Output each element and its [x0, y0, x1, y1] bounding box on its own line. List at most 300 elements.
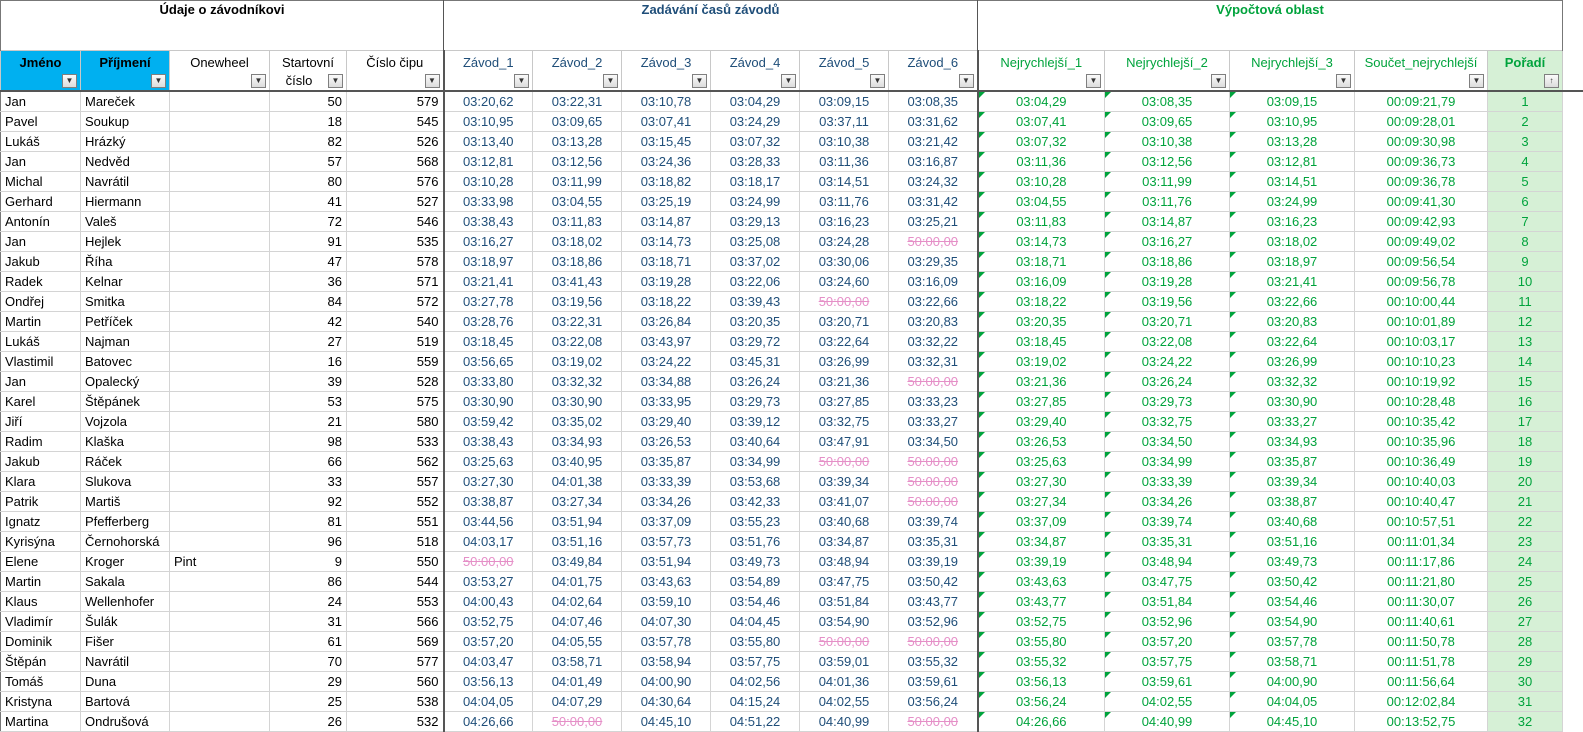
- filter-dropdown-icon[interactable]: ▼: [328, 74, 343, 88]
- cell-nejrychlejsi-3[interactable]: 03:54,46: [1230, 592, 1355, 612]
- cell-zavod-1[interactable]: 03:38,87: [444, 492, 533, 512]
- cell-jmeno[interactable]: Pavel: [1, 112, 81, 132]
- cell-prijmeni[interactable]: Hejlek: [81, 232, 170, 252]
- cell-zavod-4[interactable]: 03:54,46: [711, 592, 800, 612]
- cell-cislo-cipu[interactable]: 571: [347, 272, 444, 292]
- cell-onewheel[interactable]: [170, 192, 270, 212]
- header-startovni-cislo[interactable]: Startovní číslo ▼: [270, 51, 347, 92]
- cell-zavod-6[interactable]: 50:00,00: [889, 472, 978, 492]
- cell-zavod-2[interactable]: 03:13,28: [533, 132, 622, 152]
- cell-zavod-2[interactable]: 03:49,84: [533, 552, 622, 572]
- cell-jmeno[interactable]: Jiří: [1, 412, 81, 432]
- cell-nejrychlejsi-2[interactable]: 03:34,50: [1105, 432, 1230, 452]
- cell-zavod-2[interactable]: 04:05,55: [533, 632, 622, 652]
- cell-zavod-4[interactable]: 04:51,22: [711, 712, 800, 732]
- cell-zavod-5[interactable]: 03:22,64: [800, 332, 889, 352]
- cell-nejrychlejsi-1[interactable]: 03:18,45: [978, 332, 1105, 352]
- cell-soucet[interactable]: 00:10:57,51: [1355, 512, 1488, 532]
- cell-zavod-2[interactable]: 03:34,93: [533, 432, 622, 452]
- cell-prijmeni[interactable]: Vojzola: [81, 412, 170, 432]
- cell-onewheel[interactable]: [170, 672, 270, 692]
- cell-zavod-1[interactable]: 50:00,00: [444, 552, 533, 572]
- cell-prijmeni[interactable]: Bartová: [81, 692, 170, 712]
- cell-zavod-5[interactable]: 03:10,38: [800, 132, 889, 152]
- cell-nejrychlejsi-1[interactable]: 03:16,09: [978, 272, 1105, 292]
- cell-jmeno[interactable]: Martin: [1, 572, 81, 592]
- cell-zavod-3[interactable]: 03:07,41: [622, 112, 711, 132]
- cell-zavod-6[interactable]: 03:52,96: [889, 612, 978, 632]
- cell-zavod-1[interactable]: 03:52,75: [444, 612, 533, 632]
- cell-jmeno[interactable]: Elene: [1, 552, 81, 572]
- cell-prijmeni[interactable]: Hrázký: [81, 132, 170, 152]
- cell-startovni-cislo[interactable]: 66: [270, 452, 347, 472]
- cell-soucet[interactable]: 00:11:56,64: [1355, 672, 1488, 692]
- cell-poradi[interactable]: 6: [1488, 192, 1563, 212]
- cell-nejrychlejsi-3[interactable]: 03:18,97: [1230, 252, 1355, 272]
- cell-zavod-6[interactable]: 03:56,24: [889, 692, 978, 712]
- cell-startovni-cislo[interactable]: 98: [270, 432, 347, 452]
- cell-startovni-cislo[interactable]: 16: [270, 352, 347, 372]
- cell-nejrychlejsi-2[interactable]: 03:59,61: [1105, 672, 1230, 692]
- cell-nejrychlejsi-1[interactable]: 03:55,80: [978, 632, 1105, 652]
- cell-nejrychlejsi-3[interactable]: 03:20,83: [1230, 312, 1355, 332]
- cell-onewheel[interactable]: [170, 312, 270, 332]
- cell-zavod-3[interactable]: 04:30,64: [622, 692, 711, 712]
- cell-zavod-6[interactable]: 03:29,35: [889, 252, 978, 272]
- cell-zavod-2[interactable]: 03:51,94: [533, 512, 622, 532]
- cell-jmeno[interactable]: Vlastimil: [1, 352, 81, 372]
- cell-cislo-cipu[interactable]: 545: [347, 112, 444, 132]
- cell-nejrychlejsi-2[interactable]: 03:20,71: [1105, 312, 1230, 332]
- cell-zavod-6[interactable]: 03:08,35: [889, 91, 978, 112]
- cell-startovni-cislo[interactable]: 36: [270, 272, 347, 292]
- cell-zavod-1[interactable]: 03:38,43: [444, 432, 533, 452]
- cell-nejrychlejsi-2[interactable]: 03:34,26: [1105, 492, 1230, 512]
- cell-zavod-3[interactable]: 03:18,71: [622, 252, 711, 272]
- cell-zavod-4[interactable]: 03:55,23: [711, 512, 800, 532]
- cell-poradi[interactable]: 19: [1488, 452, 1563, 472]
- cell-nejrychlejsi-1[interactable]: 03:27,30: [978, 472, 1105, 492]
- cell-nejrychlejsi-1[interactable]: 03:27,85: [978, 392, 1105, 412]
- cell-zavod-4[interactable]: 03:18,17: [711, 172, 800, 192]
- cell-zavod-2[interactable]: 50:00,00: [533, 712, 622, 732]
- cell-startovni-cislo[interactable]: 25: [270, 692, 347, 712]
- cell-jmeno[interactable]: Martina: [1, 712, 81, 732]
- cell-zavod-1[interactable]: 03:38,43: [444, 212, 533, 232]
- cell-zavod-5[interactable]: 03:40,68: [800, 512, 889, 532]
- cell-zavod-6[interactable]: 03:20,83: [889, 312, 978, 332]
- cell-nejrychlejsi-1[interactable]: 03:27,34: [978, 492, 1105, 512]
- cell-nejrychlejsi-2[interactable]: 03:19,28: [1105, 272, 1230, 292]
- cell-soucet[interactable]: 00:11:30,07: [1355, 592, 1488, 612]
- cell-nejrychlejsi-2[interactable]: 03:29,73: [1105, 392, 1230, 412]
- cell-nejrychlejsi-1[interactable]: 03:25,63: [978, 452, 1105, 472]
- cell-soucet[interactable]: 00:11:51,78: [1355, 652, 1488, 672]
- cell-zavod-5[interactable]: 03:54,90: [800, 612, 889, 632]
- cell-zavod-3[interactable]: 03:43,97: [622, 332, 711, 352]
- header-nejrychlejsi-3[interactable]: Nejrychlejší_3 ▼: [1230, 51, 1355, 92]
- cell-onewheel[interactable]: [170, 392, 270, 412]
- cell-jmeno[interactable]: Jakub: [1, 452, 81, 472]
- cell-jmeno[interactable]: Kyrisýna: [1, 532, 81, 552]
- cell-nejrychlejsi-1[interactable]: 03:56,24: [978, 692, 1105, 712]
- cell-jmeno[interactable]: Jan: [1, 232, 81, 252]
- cell-poradi[interactable]: 15: [1488, 372, 1563, 392]
- cell-zavod-6[interactable]: 03:24,32: [889, 172, 978, 192]
- cell-startovni-cislo[interactable]: 72: [270, 212, 347, 232]
- cell-soucet[interactable]: 00:11:50,78: [1355, 632, 1488, 652]
- cell-prijmeni[interactable]: Štěpánek: [81, 392, 170, 412]
- cell-zavod-1[interactable]: 03:57,20: [444, 632, 533, 652]
- cell-cislo-cipu[interactable]: 532: [347, 712, 444, 732]
- cell-zavod-6[interactable]: 03:22,66: [889, 292, 978, 312]
- cell-zavod-4[interactable]: 04:04,45: [711, 612, 800, 632]
- cell-zavod-5[interactable]: 03:37,11: [800, 112, 889, 132]
- cell-poradi[interactable]: 25: [1488, 572, 1563, 592]
- cell-zavod-3[interactable]: 03:43,63: [622, 572, 711, 592]
- cell-jmeno[interactable]: Jan: [1, 152, 81, 172]
- cell-onewheel[interactable]: [170, 172, 270, 192]
- cell-nejrychlejsi-2[interactable]: 03:09,65: [1105, 112, 1230, 132]
- cell-soucet[interactable]: 00:09:56,78: [1355, 272, 1488, 292]
- cell-startovni-cislo[interactable]: 80: [270, 172, 347, 192]
- cell-zavod-5[interactable]: 03:48,94: [800, 552, 889, 572]
- cell-onewheel[interactable]: [170, 132, 270, 152]
- cell-zavod-4[interactable]: 03:55,80: [711, 632, 800, 652]
- filter-dropdown-icon[interactable]: ▼: [514, 74, 529, 88]
- cell-cislo-cipu[interactable]: 550: [347, 552, 444, 572]
- cell-zavod-5[interactable]: 03:21,36: [800, 372, 889, 392]
- cell-startovni-cislo[interactable]: 70: [270, 652, 347, 672]
- cell-poradi[interactable]: 5: [1488, 172, 1563, 192]
- cell-onewheel[interactable]: Pint: [170, 552, 270, 572]
- cell-startovni-cislo[interactable]: 9: [270, 552, 347, 572]
- cell-cislo-cipu[interactable]: 557: [347, 472, 444, 492]
- cell-zavod-5[interactable]: 03:20,71: [800, 312, 889, 332]
- cell-zavod-6[interactable]: 03:31,62: [889, 112, 978, 132]
- cell-poradi[interactable]: 7: [1488, 212, 1563, 232]
- cell-zavod-4[interactable]: 03:07,32: [711, 132, 800, 152]
- header-cislo-cipu[interactable]: Číslo čipu ▼: [347, 51, 444, 92]
- cell-prijmeni[interactable]: Kroger: [81, 552, 170, 572]
- cell-nejrychlejsi-3[interactable]: 03:51,16: [1230, 532, 1355, 552]
- filter-dropdown-icon[interactable]: ▼: [959, 74, 974, 88]
- cell-cislo-cipu[interactable]: 559: [347, 352, 444, 372]
- cell-nejrychlejsi-3[interactable]: 03:12,81: [1230, 152, 1355, 172]
- cell-zavod-6[interactable]: 03:16,87: [889, 152, 978, 172]
- cell-zavod-1[interactable]: 03:53,27: [444, 572, 533, 592]
- cell-cislo-cipu[interactable]: 552: [347, 492, 444, 512]
- cell-zavod-6[interactable]: 50:00,00: [889, 372, 978, 392]
- cell-poradi[interactable]: 22: [1488, 512, 1563, 532]
- cell-poradi[interactable]: 32: [1488, 712, 1563, 732]
- cell-zavod-3[interactable]: 03:59,10: [622, 592, 711, 612]
- cell-onewheel[interactable]: [170, 252, 270, 272]
- cell-nejrychlejsi-3[interactable]: 03:14,51: [1230, 172, 1355, 192]
- cell-jmeno[interactable]: Radek: [1, 272, 81, 292]
- cell-poradi[interactable]: 21: [1488, 492, 1563, 512]
- cell-soucet[interactable]: 00:11:01,34: [1355, 532, 1488, 552]
- cell-zavod-4[interactable]: 03:45,31: [711, 352, 800, 372]
- filter-dropdown-icon[interactable]: ▼: [1336, 74, 1351, 88]
- cell-nejrychlejsi-3[interactable]: 03:49,73: [1230, 552, 1355, 572]
- cell-nejrychlejsi-1[interactable]: 04:26,66: [978, 712, 1105, 732]
- cell-startovni-cislo[interactable]: 31: [270, 612, 347, 632]
- cell-zavod-5[interactable]: 04:01,36: [800, 672, 889, 692]
- cell-nejrychlejsi-3[interactable]: 03:16,23: [1230, 212, 1355, 232]
- cell-zavod-2[interactable]: 03:40,95: [533, 452, 622, 472]
- cell-startovni-cislo[interactable]: 47: [270, 252, 347, 272]
- cell-prijmeni[interactable]: Valeš: [81, 212, 170, 232]
- cell-zavod-4[interactable]: 03:39,43: [711, 292, 800, 312]
- cell-jmeno[interactable]: Jan: [1, 91, 81, 112]
- cell-zavod-4[interactable]: 03:26,24: [711, 372, 800, 392]
- cell-prijmeni[interactable]: Pfefferberg: [81, 512, 170, 532]
- cell-startovni-cislo[interactable]: 18: [270, 112, 347, 132]
- cell-zavod-2[interactable]: 03:12,56: [533, 152, 622, 172]
- cell-nejrychlejsi-2[interactable]: 03:22,08: [1105, 332, 1230, 352]
- cell-jmeno[interactable]: Michal: [1, 172, 81, 192]
- cell-nejrychlejsi-2[interactable]: 03:47,75: [1105, 572, 1230, 592]
- cell-onewheel[interactable]: [170, 412, 270, 432]
- cell-prijmeni[interactable]: Fišer: [81, 632, 170, 652]
- cell-nejrychlejsi-1[interactable]: 03:43,63: [978, 572, 1105, 592]
- cell-soucet[interactable]: 00:13:52,75: [1355, 712, 1488, 732]
- cell-soucet[interactable]: 00:12:02,84: [1355, 692, 1488, 712]
- cell-nejrychlejsi-2[interactable]: 03:39,74: [1105, 512, 1230, 532]
- cell-soucet[interactable]: 00:10:40,03: [1355, 472, 1488, 492]
- cell-nejrychlejsi-1[interactable]: 03:39,19: [978, 552, 1105, 572]
- cell-zavod-4[interactable]: 03:24,99: [711, 192, 800, 212]
- cell-soucet[interactable]: 00:09:21,79: [1355, 91, 1488, 112]
- cell-zavod-4[interactable]: 03:04,29: [711, 91, 800, 112]
- cell-nejrychlejsi-3[interactable]: 04:45,10: [1230, 712, 1355, 732]
- cell-jmeno[interactable]: Martin: [1, 312, 81, 332]
- cell-prijmeni[interactable]: Šulák: [81, 612, 170, 632]
- cell-zavod-3[interactable]: 03:51,94: [622, 552, 711, 572]
- cell-prijmeni[interactable]: Ondrušová: [81, 712, 170, 732]
- cell-zavod-4[interactable]: 04:15,24: [711, 692, 800, 712]
- cell-poradi[interactable]: 20: [1488, 472, 1563, 492]
- cell-nejrychlejsi-2[interactable]: 03:16,27: [1105, 232, 1230, 252]
- cell-zavod-4[interactable]: 03:22,06: [711, 272, 800, 292]
- cell-nejrychlejsi-3[interactable]: 03:34,93: [1230, 432, 1355, 452]
- cell-cislo-cipu[interactable]: 560: [347, 672, 444, 692]
- header-zavod-2[interactable]: Závod_2 ▼: [533, 51, 622, 92]
- cell-zavod-2[interactable]: 03:22,31: [533, 312, 622, 332]
- cell-onewheel[interactable]: [170, 112, 270, 132]
- cell-zavod-4[interactable]: 03:39,12: [711, 412, 800, 432]
- cell-onewheel[interactable]: [170, 212, 270, 232]
- cell-zavod-6[interactable]: 50:00,00: [889, 452, 978, 472]
- cell-prijmeni[interactable]: Říha: [81, 252, 170, 272]
- cell-cislo-cipu[interactable]: 535: [347, 232, 444, 252]
- filter-dropdown-icon[interactable]: ▼: [781, 74, 796, 88]
- cell-startovni-cislo[interactable]: 57: [270, 152, 347, 172]
- cell-nejrychlejsi-2[interactable]: 04:40,99: [1105, 712, 1230, 732]
- cell-onewheel[interactable]: [170, 532, 270, 552]
- cell-zavod-3[interactable]: 03:33,95: [622, 392, 711, 412]
- cell-cislo-cipu[interactable]: 566: [347, 612, 444, 632]
- cell-zavod-5[interactable]: 03:51,84: [800, 592, 889, 612]
- cell-startovni-cislo[interactable]: 96: [270, 532, 347, 552]
- cell-zavod-2[interactable]: 03:09,65: [533, 112, 622, 132]
- cell-zavod-1[interactable]: 04:03,47: [444, 652, 533, 672]
- cell-zavod-6[interactable]: 50:00,00: [889, 632, 978, 652]
- cell-nejrychlejsi-2[interactable]: 03:11,99: [1105, 172, 1230, 192]
- cell-onewheel[interactable]: [170, 592, 270, 612]
- cell-nejrychlejsi-2[interactable]: 03:34,99: [1105, 452, 1230, 472]
- cell-onewheel[interactable]: [170, 612, 270, 632]
- cell-nejrychlejsi-2[interactable]: 03:48,94: [1105, 552, 1230, 572]
- filter-dropdown-icon[interactable]: ▼: [603, 74, 618, 88]
- cell-jmeno[interactable]: Kristyna: [1, 692, 81, 712]
- cell-zavod-1[interactable]: 04:26,66: [444, 712, 533, 732]
- header-nejrychlejsi-2[interactable]: Nejrychlejší_2 ▼: [1105, 51, 1230, 92]
- cell-zavod-3[interactable]: 03:35,87: [622, 452, 711, 472]
- cell-nejrychlejsi-1[interactable]: 03:29,40: [978, 412, 1105, 432]
- cell-nejrychlejsi-3[interactable]: 03:35,87: [1230, 452, 1355, 472]
- cell-zavod-2[interactable]: 03:22,31: [533, 91, 622, 112]
- cell-zavod-1[interactable]: 04:00,43: [444, 592, 533, 612]
- cell-zavod-3[interactable]: 03:15,45: [622, 132, 711, 152]
- cell-zavod-3[interactable]: 04:07,30: [622, 612, 711, 632]
- cell-zavod-1[interactable]: 03:27,78: [444, 292, 533, 312]
- filter-dropdown-icon[interactable]: ▼: [62, 74, 77, 88]
- cell-nejrychlejsi-2[interactable]: 03:08,35: [1105, 91, 1230, 112]
- header-jmeno[interactable]: Jméno ▼: [1, 51, 81, 92]
- cell-nejrychlejsi-2[interactable]: 03:19,56: [1105, 292, 1230, 312]
- cell-nejrychlejsi-1[interactable]: 03:14,73: [978, 232, 1105, 252]
- cell-cislo-cipu[interactable]: 538: [347, 692, 444, 712]
- cell-nejrychlejsi-1[interactable]: 03:04,29: [978, 91, 1105, 112]
- cell-cislo-cipu[interactable]: 562: [347, 452, 444, 472]
- cell-onewheel[interactable]: [170, 472, 270, 492]
- cell-nejrychlejsi-1[interactable]: 03:11,83: [978, 212, 1105, 232]
- cell-jmeno[interactable]: Antonín: [1, 212, 81, 232]
- cell-prijmeni[interactable]: Opalecký: [81, 372, 170, 392]
- header-zavod-6[interactable]: Závod_6 ▼: [889, 51, 978, 92]
- cell-nejrychlejsi-3[interactable]: 03:24,99: [1230, 192, 1355, 212]
- cell-nejrychlejsi-2[interactable]: 03:26,24: [1105, 372, 1230, 392]
- cell-zavod-6[interactable]: 03:59,61: [889, 672, 978, 692]
- cell-startovni-cislo[interactable]: 61: [270, 632, 347, 652]
- cell-prijmeni[interactable]: Batovec: [81, 352, 170, 372]
- header-zavod-3[interactable]: Závod_3 ▼: [622, 51, 711, 92]
- cell-zavod-3[interactable]: 03:24,22: [622, 352, 711, 372]
- cell-soucet[interactable]: 00:09:36,73: [1355, 152, 1488, 172]
- cell-onewheel[interactable]: [170, 272, 270, 292]
- cell-poradi[interactable]: 17: [1488, 412, 1563, 432]
- cell-cislo-cipu[interactable]: 579: [347, 91, 444, 112]
- filter-dropdown-icon[interactable]: ▼: [425, 74, 440, 88]
- cell-soucet[interactable]: 00:10:35,42: [1355, 412, 1488, 432]
- cell-zavod-1[interactable]: 03:18,45: [444, 332, 533, 352]
- cell-zavod-3[interactable]: 03:24,36: [622, 152, 711, 172]
- cell-onewheel[interactable]: [170, 652, 270, 672]
- cell-zavod-3[interactable]: 03:57,78: [622, 632, 711, 652]
- cell-zavod-2[interactable]: 03:27,34: [533, 492, 622, 512]
- cell-nejrychlejsi-1[interactable]: 03:37,09: [978, 512, 1105, 532]
- cell-zavod-6[interactable]: 03:33,27: [889, 412, 978, 432]
- cell-nejrychlejsi-3[interactable]: 03:40,68: [1230, 512, 1355, 532]
- cell-cislo-cipu[interactable]: 551: [347, 512, 444, 532]
- cell-zavod-3[interactable]: 03:14,73: [622, 232, 711, 252]
- cell-zavod-5[interactable]: 03:24,60: [800, 272, 889, 292]
- cell-zavod-3[interactable]: 03:19,28: [622, 272, 711, 292]
- cell-zavod-3[interactable]: 03:26,53: [622, 432, 711, 452]
- cell-prijmeni[interactable]: Ráček: [81, 452, 170, 472]
- cell-zavod-5[interactable]: 04:40,99: [800, 712, 889, 732]
- cell-zavod-3[interactable]: 03:37,09: [622, 512, 711, 532]
- cell-nejrychlejsi-1[interactable]: 03:34,87: [978, 532, 1105, 552]
- cell-nejrychlejsi-1[interactable]: 03:04,55: [978, 192, 1105, 212]
- cell-zavod-1[interactable]: 03:10,28: [444, 172, 533, 192]
- cell-zavod-4[interactable]: 03:25,08: [711, 232, 800, 252]
- cell-nejrychlejsi-3[interactable]: 04:04,05: [1230, 692, 1355, 712]
- cell-nejrychlejsi-2[interactable]: 03:10,38: [1105, 132, 1230, 152]
- cell-jmeno[interactable]: Ignatz: [1, 512, 81, 532]
- cell-zavod-3[interactable]: 03:57,73: [622, 532, 711, 552]
- cell-nejrychlejsi-1[interactable]: 03:07,32: [978, 132, 1105, 152]
- cell-nejrychlejsi-3[interactable]: 03:39,34: [1230, 472, 1355, 492]
- cell-zavod-3[interactable]: 03:18,82: [622, 172, 711, 192]
- cell-zavod-6[interactable]: 03:32,22: [889, 332, 978, 352]
- cell-zavod-3[interactable]: 03:26,84: [622, 312, 711, 332]
- cell-startovni-cislo[interactable]: 86: [270, 572, 347, 592]
- cell-zavod-1[interactable]: 03:28,76: [444, 312, 533, 332]
- cell-startovni-cislo[interactable]: 29: [270, 672, 347, 692]
- cell-nejrychlejsi-2[interactable]: 03:12,56: [1105, 152, 1230, 172]
- cell-nejrychlejsi-2[interactable]: 03:35,31: [1105, 532, 1230, 552]
- cell-cislo-cipu[interactable]: 546: [347, 212, 444, 232]
- cell-prijmeni[interactable]: Navrátil: [81, 172, 170, 192]
- cell-nejrychlejsi-3[interactable]: 03:38,87: [1230, 492, 1355, 512]
- cell-startovni-cislo[interactable]: 92: [270, 492, 347, 512]
- cell-zavod-2[interactable]: 03:35,02: [533, 412, 622, 432]
- cell-zavod-5[interactable]: 03:11,76: [800, 192, 889, 212]
- cell-zavod-5[interactable]: 03:11,36: [800, 152, 889, 172]
- cell-zavod-5[interactable]: 50:00,00: [800, 292, 889, 312]
- cell-prijmeni[interactable]: Sakala: [81, 572, 170, 592]
- cell-startovni-cislo[interactable]: 82: [270, 132, 347, 152]
- cell-prijmeni[interactable]: Duna: [81, 672, 170, 692]
- cell-startovni-cislo[interactable]: 39: [270, 372, 347, 392]
- cell-startovni-cislo[interactable]: 84: [270, 292, 347, 312]
- cell-soucet[interactable]: 00:10:01,89: [1355, 312, 1488, 332]
- cell-nejrychlejsi-1[interactable]: 03:26,53: [978, 432, 1105, 452]
- cell-nejrychlejsi-2[interactable]: 03:14,87: [1105, 212, 1230, 232]
- cell-zavod-5[interactable]: 03:34,87: [800, 532, 889, 552]
- cell-zavod-2[interactable]: 03:19,56: [533, 292, 622, 312]
- cell-zavod-1[interactable]: 03:12,81: [444, 152, 533, 172]
- cell-zavod-5[interactable]: 03:47,91: [800, 432, 889, 452]
- cell-zavod-5[interactable]: 03:24,28: [800, 232, 889, 252]
- cell-jmeno[interactable]: Lukáš: [1, 332, 81, 352]
- cell-zavod-1[interactable]: 03:56,13: [444, 672, 533, 692]
- cell-poradi[interactable]: 23: [1488, 532, 1563, 552]
- cell-zavod-3[interactable]: 04:00,90: [622, 672, 711, 692]
- cell-nejrychlejsi-2[interactable]: 03:11,76: [1105, 192, 1230, 212]
- cell-nejrychlejsi-3[interactable]: 03:30,90: [1230, 392, 1355, 412]
- cell-jmeno[interactable]: Dominik: [1, 632, 81, 652]
- cell-soucet[interactable]: 00:10:00,44: [1355, 292, 1488, 312]
- cell-zavod-3[interactable]: 04:45,10: [622, 712, 711, 732]
- cell-zavod-3[interactable]: 03:10,78: [622, 91, 711, 112]
- cell-cislo-cipu[interactable]: 533: [347, 432, 444, 452]
- cell-poradi[interactable]: 18: [1488, 432, 1563, 452]
- cell-nejrychlejsi-1[interactable]: 03:18,71: [978, 252, 1105, 272]
